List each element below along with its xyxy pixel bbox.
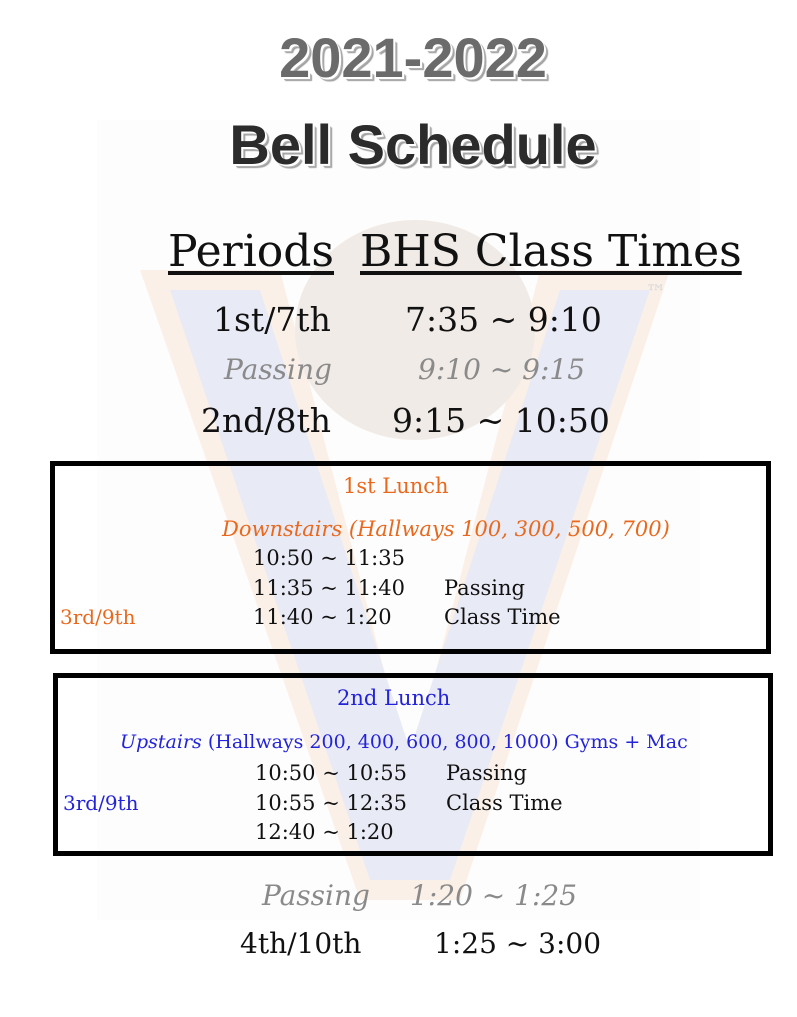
second-lunch-label-1: Passing xyxy=(446,761,527,785)
second-lunch-time-2: 10:55 ~ 12:35 xyxy=(255,791,407,815)
first-lunch-label-2: Passing xyxy=(444,576,525,600)
second-lunch-box xyxy=(53,673,773,856)
passing-label-2: Passing xyxy=(262,879,370,912)
time-2nd-8th: 9:15 ~ 10:50 xyxy=(392,401,610,440)
second-lunch-time-1: 10:50 ~ 10:55 xyxy=(255,761,407,785)
period-2nd-8th: 2nd/8th xyxy=(201,401,332,440)
period-4th-10th: 4th/10th xyxy=(240,927,362,960)
second-lunch-period: 3rd/9th xyxy=(63,791,139,815)
period-1st-7th: 1st/7th xyxy=(213,300,331,339)
page-title: Bell Schedule xyxy=(229,113,597,176)
first-lunch-title: 1st Lunch xyxy=(343,474,449,498)
passing-label-1: Passing xyxy=(224,353,332,386)
trademark-symbol: ™ xyxy=(646,280,666,304)
second-lunch-label-2: Class Time xyxy=(446,791,563,815)
first-lunch-location: Downstairs (Hallways 100, 300, 500, 700) xyxy=(222,517,670,541)
schedule-year-title: 2021-2022 xyxy=(279,26,547,89)
first-lunch-label-3: Class Time xyxy=(444,605,561,629)
time-4th-10th: 1:25 ~ 3:00 xyxy=(434,927,602,960)
second-lunch-location xyxy=(120,731,688,753)
second-lunch-time-3: 12:40 ~ 1:20 xyxy=(255,820,394,844)
periods-header: Periods xyxy=(168,226,335,277)
first-lunch-period: 3rd/9th xyxy=(60,605,136,629)
first-lunch-box xyxy=(50,461,771,654)
passing-time-1: 9:10 ~ 9:15 xyxy=(418,353,586,386)
second-lunch-location-rest: (Hallways 200, 400, 600, 800, 1000) Gyms + Mac xyxy=(201,731,688,753)
second-lunch-location-upstairs: Upstairs xyxy=(120,731,202,753)
passing-time-2: 1:20 ~ 1:25 xyxy=(410,879,578,912)
time-1st-7th: 7:35 ~ 9:10 xyxy=(405,300,602,339)
first-lunch-time-1: 10:50 ~ 11:35 xyxy=(253,546,405,570)
class-times-header: BHS Class Times xyxy=(360,226,742,277)
first-lunch-time-2: 11:35 ~ 11:40 xyxy=(253,576,405,600)
first-lunch-time-3: 11:40 ~ 1:20 xyxy=(253,605,392,629)
second-lunch-title: 2nd Lunch xyxy=(337,686,451,710)
